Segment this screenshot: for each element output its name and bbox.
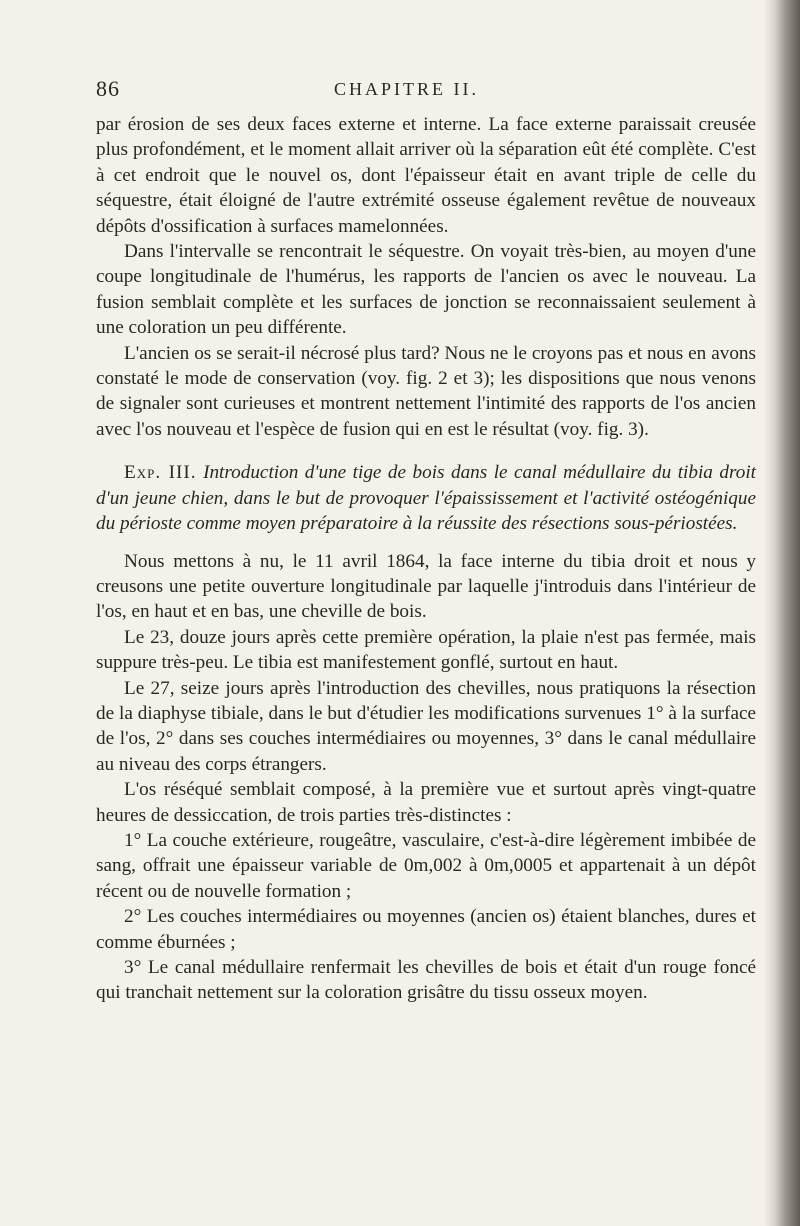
paragraph-sequestre: Dans l'intervalle se rencontrait le séquestre. On voyait très-bien, au moyen d'une coupe longitudinale de l'humérus, les rapports de l'ancien os avec le nouveau. La fusion semblait complète et les surfaces de jonction se reconnaissaient seulement à une coloration un peu différente.	[96, 241, 756, 339]
experiment-label: Exp. III.	[124, 462, 197, 484]
experiment-title: Introduction d'une tige de bois dans le canal médullaire du tibia droit d'un jeune chien, dans le but de provoquer l'épaississement et l'activité ostéogénique du périoste comme moyen préparatoire à la réussite des résections sous-périostées.	[96, 462, 756, 535]
chapter-title: CHAPITRE II.	[334, 79, 479, 99]
list-item-canal-medullaire: 3° Le canal médullaire renfermait les chevilles de bois et était d'un rouge foncé qui tranchait nettement sur la coloration grisâtre du tissu osseux moyen.	[96, 957, 756, 1004]
book-page	[96, 76, 756, 1006]
list-item-couches-intermediaires: 2° Les couches intermédiaires ou moyennes (ancien os) étaient blanches, dures et comme éburnées ;	[96, 906, 756, 953]
book-spine-shadow	[764, 0, 800, 1226]
paragraph-day-23: Le 23, douze jours après cette première opération, la plaie n'est pas fermée, mais suppure très-peu. Le tibia est manifestement gonflé, surtout en haut.	[96, 626, 756, 674]
page-number: 86	[96, 76, 120, 101]
running-head	[96, 76, 756, 112]
experiment-heading	[96, 460, 756, 536]
paragraph-continued: par érosion de ses deux faces externe et interne. La face externe paraissait creusée plus profondément, et le moment allait arriver où la séparation eût été complète. C'est à cet endroit que le nouvel os, dont l'épaisseur était en avant triple de celle du séquestre, était éloigné de l'autre extrémité osseuse également revêtue de nouveaux dépôts d'ossification à surfaces mamelonnées.	[96, 114, 756, 237]
paragraph-os-reseque: L'os réséqué semblait composé, à la première vue et surtout après vingt-quatre heures de dessiccation, de trois parties très-distinctes :	[96, 779, 756, 826]
list-item-couche-exterieure: 1° La couche extérieure, rougeâtre, vasculaire, c'est-à-dire légèrement imbibée de sang, offrait une épaisseur variable de 0m,002 à 0m,0005 et appartenait à un dépôt récent ou de nouvelle formation ;	[96, 829, 756, 902]
paragraph-day-27: Le 27, seize jours après l'introduction des chevilles, nous pratiquons la résection de la diaphyse tibiale, dans le but d'étudier les modifications survenues 1° à la surface de l'os, 2° dans ses couches intermédiaires ou moyennes, 3° dans le canal médullaire au niveau des corps étrangers.	[96, 677, 756, 775]
paragraph-procedure: Nous mettons à nu, le 11 avril 1864, la face interne du tibia droit et nous y creusons une petite ouverture longitudinale par laquelle j'introduis dans l'intérieur de l'os, en haut et en bas, une cheville de bois.	[96, 550, 756, 623]
paragraph-ancien-os: L'ancien os se serait-il nécrosé plus tard? Nous ne le croyons pas et nous en avons constaté le mode de conservation (voy. fig. 2 et 3); les dispositions que nous venons de signaler sont curieuses et montrent nettement l'intimité des rapports de l'os ancien avec l'os nouveau et l'espèce de fusion qui en est le résultat (voy. fig. 3).	[96, 342, 756, 440]
